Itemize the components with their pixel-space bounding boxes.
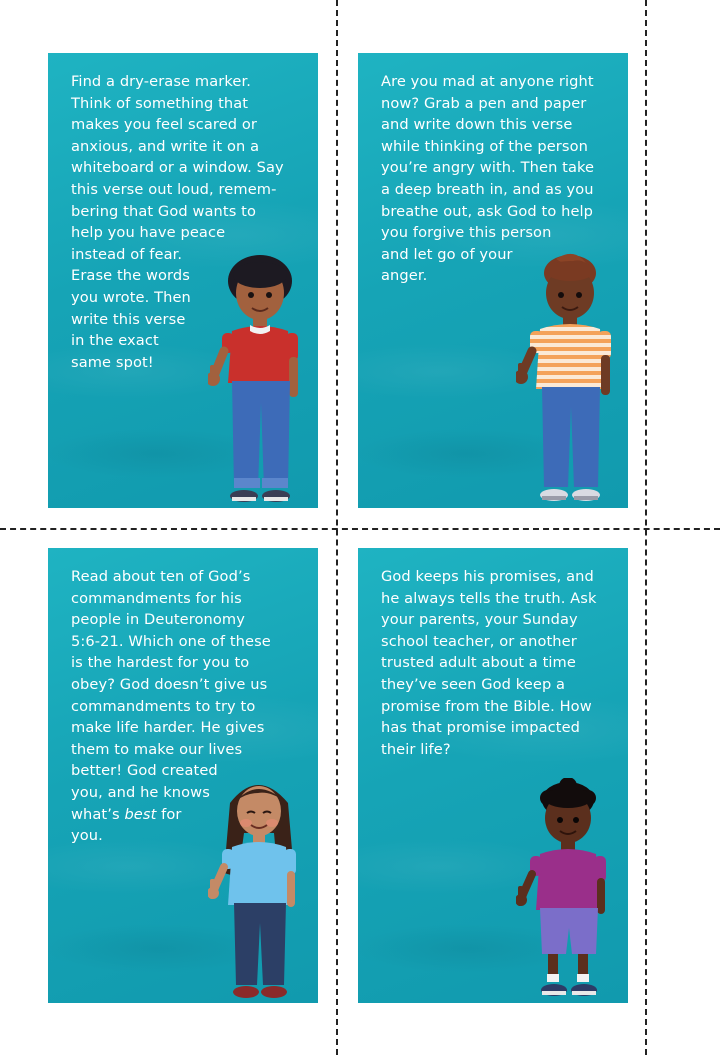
- text-line: better! God created: [71, 762, 218, 780]
- text-line: school teacher, or another: [381, 632, 577, 650]
- text-line: you’re angry with. Then take: [381, 159, 595, 177]
- text-line: bering that God wants to: [71, 202, 257, 220]
- text-line: same spot!: [71, 353, 154, 371]
- text-line: whiteboard or a window. Say: [71, 159, 284, 177]
- text-line: their life?: [381, 740, 451, 758]
- text-line: in the exact: [71, 332, 159, 350]
- text-line: is the hardest for you to: [71, 654, 250, 672]
- text-line: he always tells the truth. Ask: [381, 589, 597, 607]
- boy-purple-shirt-illustration: [516, 778, 616, 1000]
- text-line: make life harder. He gives: [71, 719, 265, 737]
- text-line: this verse out loud, remem-: [71, 180, 277, 198]
- text-line: and write down this verse: [381, 116, 573, 134]
- text-line: them to make our lives: [71, 740, 243, 758]
- text-line: commandments for his: [71, 589, 242, 607]
- text-line: Read about ten of God’s: [71, 568, 251, 585]
- text-line: anger.: [381, 267, 428, 285]
- text-line: you.: [71, 827, 103, 845]
- text-line: you, and he knows: [71, 783, 210, 801]
- text-line: instead of fear.: [71, 245, 183, 263]
- text-line: Find a dry-erase marker.: [71, 73, 251, 90]
- text-line: 5:6-21. Which one of these: [71, 632, 271, 650]
- girl-blue-shirt-illustration: [208, 773, 308, 1001]
- text-line: trusted adult about a time: [381, 654, 576, 672]
- text-line: and let go of your: [381, 245, 513, 263]
- text-line: help you have peace: [71, 224, 226, 242]
- activity-card-4: [358, 548, 628, 1003]
- text-line: makes you feel scared or: [71, 116, 258, 134]
- text-segment: for: [156, 805, 182, 823]
- text-line: you forgive this person: [381, 224, 552, 242]
- emphasis-best: best: [124, 805, 157, 823]
- text-line: breathe out, ask God to help: [381, 202, 594, 220]
- text-line: commandments to try to: [71, 697, 256, 715]
- text-line: your parents, your Sunday: [381, 611, 578, 629]
- text-line: Erase the words: [71, 267, 190, 285]
- boy-striped-shirt-illustration: [516, 251, 620, 503]
- text-line: now? Grab a pen and paper: [381, 94, 587, 112]
- activity-card-2: [358, 53, 628, 508]
- text-line: people in Deuteronomy: [71, 611, 245, 629]
- card-4-text: [381, 566, 607, 760]
- text-line: write this verse: [71, 310, 186, 328]
- text-line: anxious, and write it on a: [71, 137, 260, 155]
- text-line: while thinking of the person: [381, 137, 588, 155]
- boy-red-shirt-illustration: [208, 253, 308, 503]
- text-line: they’ve seen God keep a: [381, 675, 566, 693]
- text-line: promise from the Bible. How: [381, 697, 592, 715]
- text-line: has that promise impacted: [381, 719, 581, 737]
- text-line: obey? God doesn’t give us: [71, 675, 268, 693]
- activity-card-3: [48, 548, 318, 1003]
- cut-line-horizontal: [0, 528, 720, 530]
- text-line: Are you mad at anyone right: [381, 73, 594, 90]
- text-line: a deep breath in, and as you: [381, 180, 594, 198]
- text-line: you wrote. Then: [71, 288, 191, 306]
- text-line: Think of something that: [71, 94, 249, 112]
- text-line: God keeps his promises, and: [381, 568, 594, 585]
- activity-card-1: [48, 53, 318, 508]
- text-segment: what’s: [71, 805, 125, 823]
